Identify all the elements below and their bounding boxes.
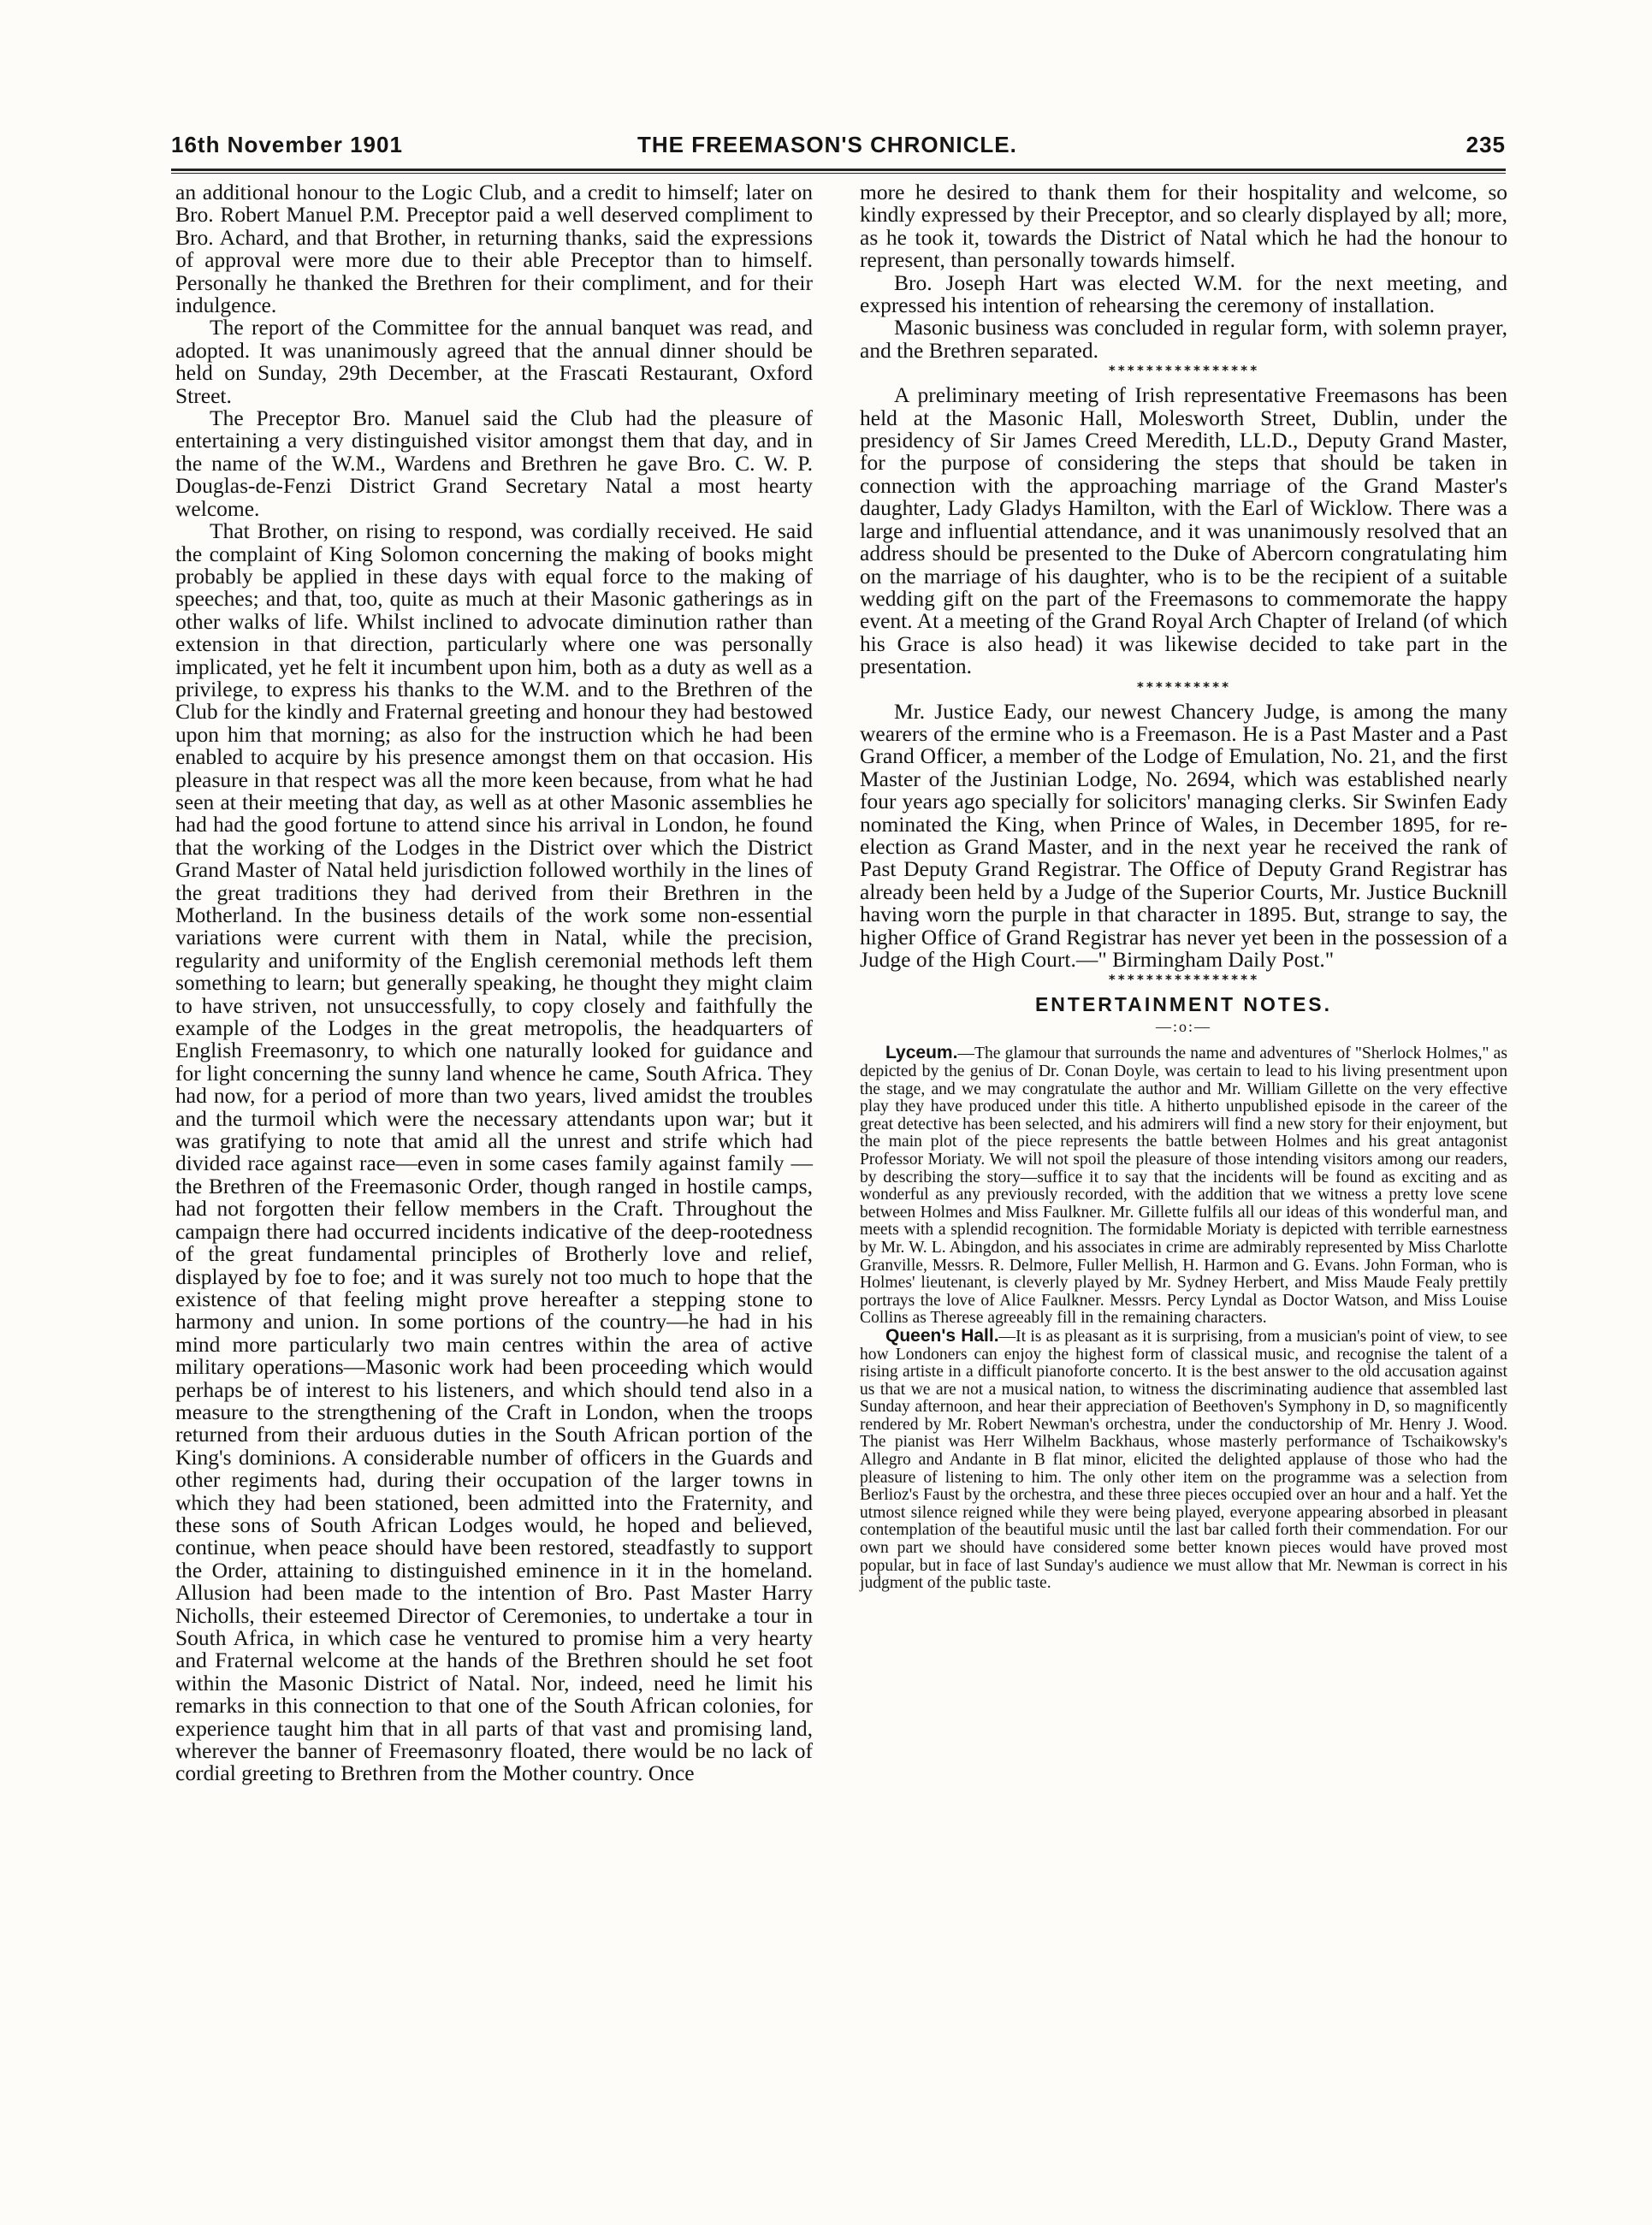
paragraph: The Preceptor Bro. Manuel said the Club had the pleasure of entertaining a very distinguished visitor amongst them that day, and in the name of the W.M., Wardens and Brethren he gave Bro. C. W. P. Douglas-de-Fenzi District Grand Secretary Natal a most hearty welcome. [175, 405, 813, 521]
paragraph: more he desired to thank them for their hospitality and welcome, so kindly expressed by their Preceptor, and so clearly displayed by all; more, as he took it, towards the District of Natal which he had the honour to represent, than personally towards himself. [860, 180, 1507, 273]
asterisk-separator: **************** [1108, 363, 1259, 379]
asterisk-separator: ********** [1136, 678, 1231, 695]
right-column [860, 181, 1507, 1593]
paragraph: The report of the Committee for the annual banquet was read, and adopted. It was unanimously agreed that the annual dinner should be held on Sunday, 29th December, at the Frascati Restaurant, Oxford Street. [175, 315, 813, 408]
section-ornament: —:o:— [1155, 1018, 1211, 1036]
header-rule [171, 169, 1506, 174]
paragraph: Bro. Joseph Hart was elected W.M. for the next meeting, and expressed his intention of rehearsing the ceremony of installation. [860, 269, 1507, 318]
paragraph: Mr. Justice Eady, our newest Chancery Judge, is among the many wearers of the ermine who is a Freemason. He is a Past Master and a Past Grand Officer, a member of the Lodge of Emulation, No. 21, and the first Master of the Justinian Lodge, No. 2694, which was established nearly four years ago specially for solicitors' managing clerks. Sir Swinfen Eady nominated the King, when Prince of Wales, in December 1895, for re-election as Grand Master, and in the next year he received the rank of Past Deputy Grand Registrar. The Office of Deputy Grand Registrar has already been held by a Judge of the Superior Courts, Mr. Justice Bucknill having worn the purple in that character in 1895. But, strange to say, the higher Office of Grand Registrar has never yet been in the possession of a Judge of the High Court.—" Birmingham Daily Post." [860, 698, 1507, 972]
lyceum-paragraph [860, 1044, 1507, 1328]
left-column [175, 181, 813, 1785]
queens-hall-paragraph [860, 1325, 1507, 1593]
asterisk-separator: **************** [1108, 972, 1259, 988]
queens-hall-lead: Queen's Hall. [885, 1325, 999, 1346]
paragraph: A preliminary meeting of Irish representative Freemasons has been held at the Masonic Hall, Molesworth Street, Dublin, under the presidency of Sir James Creed Meredith, LL.D., Deputy Grand Master, for the purpose of considering the steps that should be taken in connection with the approaching marriage of the Grand Master's daughter, Lady Gladys Hamilton, with the Earl of Wicklow. There was a large and influential attendance, and it was unanimously resolved that an address should be presented to the Duke of Abercorn congratulating him on the marriage of his daughter, who is to be the recipient of a suitable wedding gift on the part of the Freemasons to commemorate the happy event. At a meeting of the Grand Royal Arch Chapter of Ireland (of which his Grace is also head) it was likewise decided to take part in the presentation. [860, 382, 1507, 679]
issue-date: 16th November 1901 [171, 132, 403, 157]
paragraph: Masonic business was concluded in regular form, with solemn prayer, and the Brethren separated. [860, 315, 1507, 363]
page-header [171, 127, 1506, 164]
page-number: 235 [1465, 132, 1506, 157]
section-heading: ENTERTAINMENT NOTES. [1034, 993, 1333, 1016]
paragraph: an additional honour to the Logic Club, and a credit to himself; later on Bro. Robert Manuel P.M. Preceptor paid a well deserved compliment to Bro. Achard, and that Brother, in returning thanks, said the expressions of approval were more due to their able Preceptor than to himself. Personally he thanked the Brethren for their compliment, and for their indulgence. [175, 180, 813, 318]
lyceum-lead: Lyceum. [885, 1043, 958, 1063]
lyceum-text: —The glamour that surrounds the name and adventures of "Sherlock Holmes," as depicted by the genius of Dr. Conan Doyle, was certain to lead to his living presentment upon the stage, and we may congratulate the author and Mr. William Gillette on the very effective play they have produced under this title. A hitherto unpublished episode in the career of the great detective has been selected, and his admirers will find a new story for their enjoyment, but the main plot of the piece represents the battle between Holmes and his great antagonist Professor Moriaty. We will not spoil the pleasure of those intending visitors among our readers, by describing the story—suffice it to say that the incidents will be found as exciting and as wonderful as any previously recorded, with the addition that we witness a pretty love scene between Holmes and Miss Faulkner. Mr. Gillette fulfils all our ideas of this wonderful man, and meets with a splendid recognition. The formidable Moriaty is depicted with terrible earnestness by Mr. W. L. Abingdon, and his associates in crime are admirably represented by Miss Charlotte Granville, Messrs. R. Delmore, Fuller Mellish, H. Harmon and G. Evans. John Forman, who is Holmes' lieutenant, is cleverly played by Mr. Sydney Herbert, and Miss Maude Fealy prettily portrays the love of Alice Faulkner. Messrs. Percy Lyndal as Doctor Watson, and Miss Louise Collins as Therese agreeably fill in the remaining characters. [860, 1044, 1507, 1328]
paragraph: That Brother, on rising to respond, was cordially received. He said the complaint of King Solomon concerning the making of books might probably be applied in these days with equal force to the making of speeches; and that, too, quite as much at their Masonic gatherings as in other walks of life. Whilst inclined to advocate diminution rather than extension in that direction, particularly where one was personally implicated, yet he felt it incumbent upon him, both as a duty as well as a privilege, to express his thanks to the W.M. and to the Brethren of the Club for the kindly and Fraternal greeting and honour they had bestowed upon him that morning; as also for the instruction which he had been enabled to acquire by his presence amongst them on that occasion. His pleasure in that respect was all the more keen because, from what he had seen at their meeting that day, as well as at other Masonic assemblies he had had the good fortune to attend since his arrival in London, he found that the working of the Lodges in the District over which the District Grand Master of Natal held jurisdiction followed worthily in the lines of the great traditions they had derived from their Brethren in the Motherland. In the business details of the work some non-essential variations were current with them in Natal, while the precision, regularity and uniformity of the English ceremonial methods left them something to learn; but generally speaking, he thought they might claim to have striven, not unsuccessfully, to copy closely and faithfully the example of the Lodges in the great metropolis, the headquarters of English Freemasonry, to which one naturally looked for guidance and for light concerning the sunny land whence he came, South Africa. They had now, for a period of more than two years, lived amidst the troubles and the turmoil which were the necessary attendants upon war; but it was gratifying to note that amid all the unrest and strife which had divided race against race—even in some cases family against family —the Brethren of the Freemasonic Order, though ranged in hostile camps, had not forgotten their fellow members in the Craft. Throughout the campaign there had occurred incidents indicative of the deep-rootedness of the great fundamental principles of Brotherly love and relief, displayed by foe to foe; and it was surely not too much to hope that the existence of that feeling might prove hereafter a stepping stone to harmony and union. In some portions of the country—he had in his mind more particularly two main centres within the area of active military operations—Masonic work had been proceeding which would perhaps be of interest to his listeners, and which should tend also in a measure to the strengthening of the Craft in London, when the troops returned from their arduous duties in the South African portion of the King's dominions. A considerable number of officers in the Guards and other regiments had, during their occupation of the larger towns in which they had been stationed, been admitted into the Fraternity, and these sons of South African Lodges would, he hoped and believed, continue, when peace should have been restored, steadfastly to support the Order, attaining to distinguished eminence in it in the homeland. Allusion had been made to the intention of Bro. Past Master Harry Nicholls, their esteemed Director of Ceremonies, to undertake a tour in South Africa, in which case he ventured to promise him a very hearty and Fraternal welcome at the hands of the Brethren should he set foot within the Masonic District of Natal. Nor, indeed, need he limit his remarks in this connection to that one of the South African colonies, for experience taught him that in all parts of that vast and promising land, wherever the banner of Freemasonry floated, there would be no lack of cordial greeting to Brethren from the Mother country. Once [175, 518, 813, 1786]
publication-title: THE FREEMASON'S CHRONICLE. [637, 132, 1017, 157]
queens-hall-text: —It is as pleasant as it is surprising, from a musician's point of view, to see how Londoners can enjoy the highest form of classical music, and recognise the talent of a rising artiste in a difficult pianoforte concerto. It is the best answer to the old accusation against us that we are not a musical nation, to witness the discriminating audience that assembled last Sunday afternoon, and hear their appreciation of Beethoven's Symphony in D, so magnificently rendered by Mr. Robert Newman's orchestra, under the conductorship of Mr. Henry J. Wood. The pianist was Herr Wilhelm Backhaus, whose masterly performance of Tschaikowsky's Allegro and Andante in B flat minor, elicited the delighted applause of those who had the pleasure of listening to him. The only other item on the programme was a selection from Berlioz's Faust by the orchestra, and these three pieces occupied over an hour and a half. Yet the utmost silence reigned while they were being played, everyone appearing absorbed in pleasant contemplation of the beautiful music until the last bar called forth their commendation. For our own part we should have considered some better known pieces would have proved most popular, but in face of last Sunday's audience we must allow that Mr. Newman is correct in his judgment of the public taste. [860, 1327, 1507, 1593]
